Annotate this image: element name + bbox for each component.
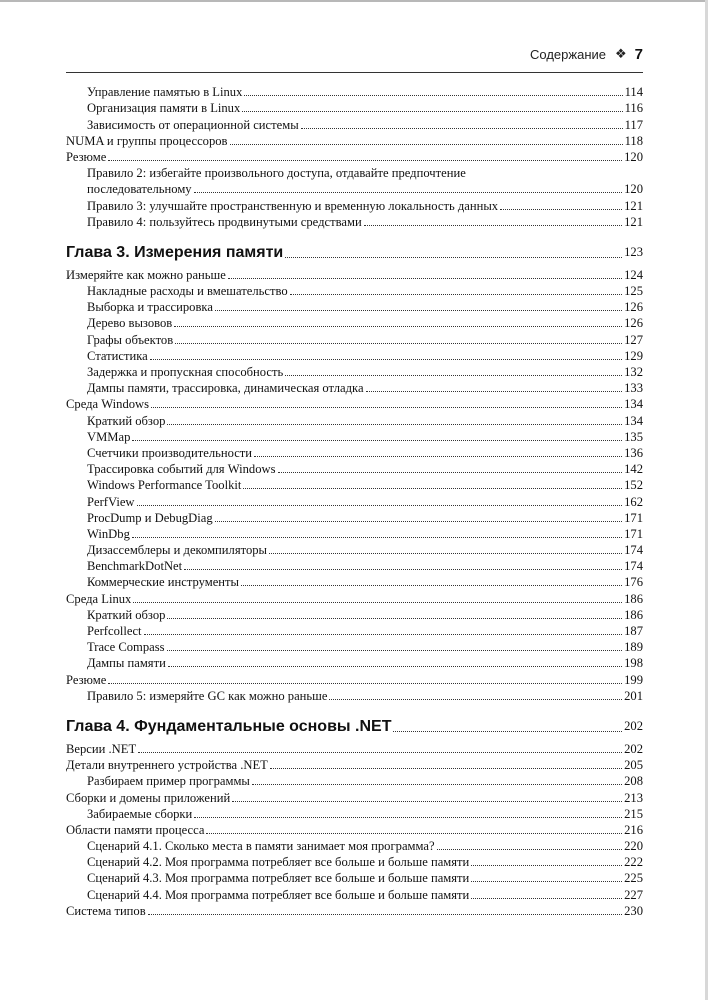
entry-page-number: 120: [624, 149, 643, 164]
toc-section-entry[interactable]: [66, 148, 643, 164]
toc-subsection-entry[interactable]: [66, 837, 643, 853]
entry-title: Детали внутреннего устройства .NET: [66, 758, 268, 773]
dot-leader: [108, 160, 622, 161]
entry-title: Правило 2: избегайте произвольного доступа, отдавайте предпочтение: [87, 166, 466, 181]
entry-page-number: 198: [624, 656, 643, 671]
entry-page-number: 118: [624, 133, 643, 148]
toc-section-entry[interactable]: [66, 395, 643, 411]
entry-page-number: 227: [624, 887, 643, 902]
entry-title: Правило 4: пользуйтесь продвинутыми средствами: [87, 214, 362, 229]
entry-title: Trace Compass: [87, 640, 165, 655]
dot-leader: [194, 192, 623, 193]
entry-title: Версии .NET: [66, 741, 137, 756]
entry-page-number: 162: [624, 494, 643, 509]
toc-entry-wrapped-line: [66, 164, 643, 180]
dot-leader: [471, 881, 622, 882]
entry-page-number: 225: [624, 871, 643, 886]
dot-leader: [285, 257, 622, 258]
toc-section-entry[interactable]: [66, 740, 643, 756]
toc-subsection-entry[interactable]: [66, 573, 643, 589]
dot-leader: [290, 294, 622, 295]
dot-leader: [108, 683, 622, 684]
dot-leader: [194, 817, 622, 818]
dot-leader: [206, 833, 622, 834]
header-section-title: Содержание: [530, 46, 606, 62]
dot-leader: [500, 209, 622, 210]
entry-title: Среда Linux: [66, 591, 132, 606]
toc-subsection-entry[interactable]: [66, 557, 643, 573]
dot-leader: [329, 699, 622, 700]
dot-leader: [270, 768, 622, 769]
entry-title: Сценарий 4.1. Сколько места в памяти занимает моя программа?: [87, 839, 435, 854]
entry-title: Забираемые сборки: [87, 806, 193, 821]
toc-subsection-entry[interactable]: [66, 379, 643, 395]
entry-page-number: 199: [624, 672, 643, 687]
toc-chapter-heading[interactable]: [66, 240, 643, 262]
dot-leader: [393, 731, 622, 732]
chapter-title: Глава 3. Измерения памяти: [66, 243, 284, 261]
toc-subsection-entry[interactable]: [66, 330, 643, 346]
dot-leader: [471, 898, 622, 899]
entry-title: Правило 3: улучшайте пространственную и временную локальность данных: [87, 198, 499, 213]
dot-leader: [243, 488, 622, 489]
toc-section-entry[interactable]: [66, 266, 643, 282]
entry-page-number: 120: [624, 182, 643, 197]
entry-title: Краткий обзор: [87, 607, 166, 622]
toc-subsection-entry[interactable]: [66, 196, 643, 212]
entry-page-number: 142: [624, 462, 643, 477]
entry-title: NUMA и группы процессоров: [66, 133, 228, 148]
dot-leader: [232, 801, 622, 802]
entry-page-number: 176: [624, 575, 643, 590]
entry-title: Счетчики производительности: [87, 445, 253, 460]
toc-section-entry[interactable]: [66, 756, 643, 772]
toc-subsection-entry[interactable]: [66, 83, 643, 99]
entry-title: Статистика: [87, 348, 148, 363]
entry-page-number: 127: [624, 332, 643, 347]
dot-leader: [437, 849, 623, 850]
toc-chapter-heading[interactable]: [66, 714, 643, 736]
toc-subsection-entry[interactable]: [66, 213, 643, 229]
entry-page-number: 222: [624, 855, 643, 870]
header-rule: [66, 72, 643, 73]
entry-page-number: 152: [624, 478, 643, 493]
entry-title: Правило 5: измеряйте GC как можно раньше: [87, 688, 328, 703]
toc-subsection-entry[interactable]: [66, 428, 643, 444]
toc-section-entry[interactable]: [66, 670, 643, 686]
entry-title: PerfView: [87, 494, 135, 509]
toc-subsection-entry[interactable]: [66, 347, 643, 363]
dot-leader: [144, 634, 623, 635]
entry-title: Задержка и пропускная способность: [87, 365, 284, 379]
dot-leader: [174, 326, 622, 327]
toc-subsection-entry[interactable]: [66, 638, 643, 654]
entry-page-number: 121: [624, 198, 643, 213]
entry-page-number: 189: [624, 640, 643, 655]
entry-title: Организация памяти в Linux: [87, 101, 241, 116]
dot-leader: [175, 343, 622, 344]
dot-leader: [133, 602, 622, 603]
entry-page-number: 216: [624, 822, 643, 837]
entry-page-number: 125: [624, 284, 643, 299]
dot-leader: [215, 521, 622, 522]
entry-title: Дампы памяти, трассировка, динамическая отладка: [87, 381, 364, 396]
toc-subsection-entry[interactable]: [66, 885, 643, 901]
entry-page-number: 126: [624, 316, 643, 331]
chapter-spacing: [66, 229, 643, 240]
dot-leader: [241, 585, 622, 586]
entry-title: Области памяти процесса: [66, 822, 205, 837]
entry-page-number: 121: [624, 214, 643, 229]
entry-title: Сборки и домены приложений: [66, 790, 231, 805]
entry-page-number: 205: [624, 758, 643, 773]
dot-leader: [138, 752, 622, 753]
entry-page-number: 134: [624, 413, 643, 428]
entry-title: Windows Performance Toolkit: [87, 478, 242, 493]
entry-page-number: 174: [624, 543, 643, 558]
entry-title: Сценарий 4.2. Моя программа потребляет все больше и больше памяти: [87, 855, 470, 870]
entry-title: Perfcollect: [87, 624, 142, 638]
entry-title: Сценарий 4.4. Моя программа потребляет все больше и больше памяти: [87, 887, 470, 902]
toc-subsection-entry[interactable]: [66, 492, 643, 508]
chapter-page-number: 123: [624, 244, 643, 259]
entry-title: Краткий обзор: [87, 413, 166, 428]
dot-leader: [269, 553, 622, 554]
diamond-ornament-icon: ❖: [615, 46, 627, 61]
entry-title: Измеряйте как можно раньше: [66, 267, 226, 282]
dot-leader: [167, 650, 623, 651]
entry-title: Трассировка событий для Windows: [87, 462, 276, 477]
toc-section-entry[interactable]: [66, 589, 643, 605]
entry-page-number: 201: [624, 688, 643, 703]
toc-subsection-entry[interactable]: [66, 622, 643, 638]
toc-subsection-entry[interactable]: [66, 99, 643, 115]
entry-page-number: 136: [624, 445, 643, 460]
entry-page-number: 171: [624, 526, 643, 541]
entry-page-number: 133: [624, 381, 643, 396]
toc-subsection-entry[interactable]: [66, 525, 643, 541]
toc-subsection-entry[interactable]: [66, 606, 643, 622]
entry-title: Система типов: [66, 903, 146, 918]
dot-leader: [230, 144, 623, 145]
entry-page-number: 132: [624, 365, 643, 379]
dot-leader: [285, 375, 622, 376]
entry-title: ProcDump и DebugDiag: [87, 510, 213, 525]
entry-page-number: 186: [624, 607, 643, 622]
entry-page-number: 135: [624, 429, 643, 444]
toc-subsection-entry[interactable]: [66, 115, 643, 131]
entry-page-number: 186: [624, 591, 643, 606]
dot-leader: [148, 914, 622, 915]
dot-leader: [301, 128, 623, 129]
toc-subsection-entry[interactable]: [66, 411, 643, 427]
entry-page-number: 215: [624, 806, 643, 821]
running-header: [66, 44, 643, 64]
toc-subsection-entry[interactable]: [66, 314, 643, 330]
dot-leader: [244, 95, 622, 96]
entry-title: Резюме: [66, 672, 107, 687]
entry-page-number: 174: [624, 559, 643, 574]
dot-leader: [366, 391, 623, 392]
dot-leader: [132, 440, 622, 441]
toc-subsection-entry[interactable]: [66, 869, 643, 885]
toc-section-entry[interactable]: [66, 788, 643, 804]
dot-leader: [167, 424, 622, 425]
entry-title: Коммерческие инструменты: [87, 575, 240, 590]
toc-subsection-entry[interactable]: [66, 805, 643, 821]
entry-page-number: 126: [624, 300, 643, 315]
toc-subsection-entry[interactable]: [66, 298, 643, 314]
dot-leader: [168, 666, 622, 667]
entry-title: последовательному: [87, 182, 192, 197]
chapter-page-number: 202: [624, 718, 643, 733]
entry-page-number: 171: [624, 510, 643, 525]
entry-page-number: 134: [624, 397, 643, 412]
entry-page-number: 114: [624, 85, 643, 100]
header-page-number: 7: [634, 45, 643, 63]
dot-leader: [137, 505, 623, 506]
page-frame-top: [0, 0, 708, 2]
entry-title: Дерево вызовов: [87, 316, 173, 331]
entry-title: Дизассемблеры и декомпиляторы: [87, 543, 268, 558]
entry-title: Накладные расходы и вмешательство: [87, 284, 288, 299]
entry-page-number: 208: [624, 774, 643, 789]
toc-subsection-entry[interactable]: [66, 687, 643, 703]
entry-title: Среда Windows: [66, 397, 150, 412]
entry-page-number: 129: [624, 348, 643, 363]
toc-subsection-entry[interactable]: [66, 541, 643, 557]
entry-title: Сценарий 4.3. Моя программа потребляет все больше и больше памяти: [87, 871, 470, 886]
dot-leader: [254, 456, 622, 457]
entry-title: BenchmarkDotNet: [87, 559, 183, 574]
toc-subsection-entry[interactable]: [66, 772, 643, 788]
toc-section-entry[interactable]: [66, 902, 643, 918]
entry-title: VMMap: [87, 429, 131, 444]
entry-title: Управление памятью в Linux: [87, 85, 243, 100]
dot-leader: [167, 618, 622, 619]
table-of-contents: [66, 83, 643, 918]
toc-subsection-entry[interactable]: [66, 654, 643, 670]
toc-subsection-entry[interactable]: [66, 282, 643, 298]
entry-title: Графы объектов: [87, 332, 174, 347]
toc-subsection-entry[interactable]: [66, 180, 643, 196]
entry-page-number: 124: [624, 267, 643, 282]
dot-leader: [252, 784, 622, 785]
toc-subsection-entry[interactable]: [66, 444, 643, 460]
entry-title: Выборка и трассировка: [87, 300, 213, 315]
entry-title: Разбираем пример программы: [87, 774, 250, 789]
entry-page-number: 116: [624, 101, 643, 116]
toc-section-entry[interactable]: [66, 821, 643, 837]
dot-leader: [364, 225, 622, 226]
dot-leader: [151, 407, 622, 408]
entry-title: Дампы памяти: [87, 656, 166, 671]
entry-page-number: 220: [624, 839, 643, 854]
toc-subsection-entry[interactable]: [66, 460, 643, 476]
entry-title: WinDbg: [87, 526, 130, 541]
entry-page-number: 202: [624, 741, 643, 756]
toc-section-entry[interactable]: [66, 132, 643, 148]
dot-leader: [471, 865, 622, 866]
toc-subsection-entry[interactable]: [66, 363, 643, 379]
dot-leader: [150, 359, 622, 360]
dot-leader: [184, 569, 622, 570]
chapter-spacing: [66, 703, 643, 714]
toc-subsection-entry[interactable]: [66, 509, 643, 525]
dot-leader: [215, 310, 622, 311]
dot-leader: [228, 278, 622, 279]
toc-subsection-entry[interactable]: [66, 476, 643, 492]
dot-leader: [242, 111, 622, 112]
entry-page-number: 187: [624, 624, 643, 638]
toc-subsection-entry[interactable]: [66, 853, 643, 869]
dot-leader: [278, 472, 623, 473]
entry-page-number: 117: [624, 117, 643, 132]
entry-title: Зависимость от операционной системы: [87, 117, 299, 132]
dot-leader: [132, 537, 622, 538]
entry-page-number: 230: [624, 903, 643, 918]
entry-title: Резюме: [66, 149, 107, 164]
chapter-title: Глава 4. Фундаментальные основы .NET: [66, 717, 392, 735]
entry-page-number: 213: [624, 790, 643, 805]
